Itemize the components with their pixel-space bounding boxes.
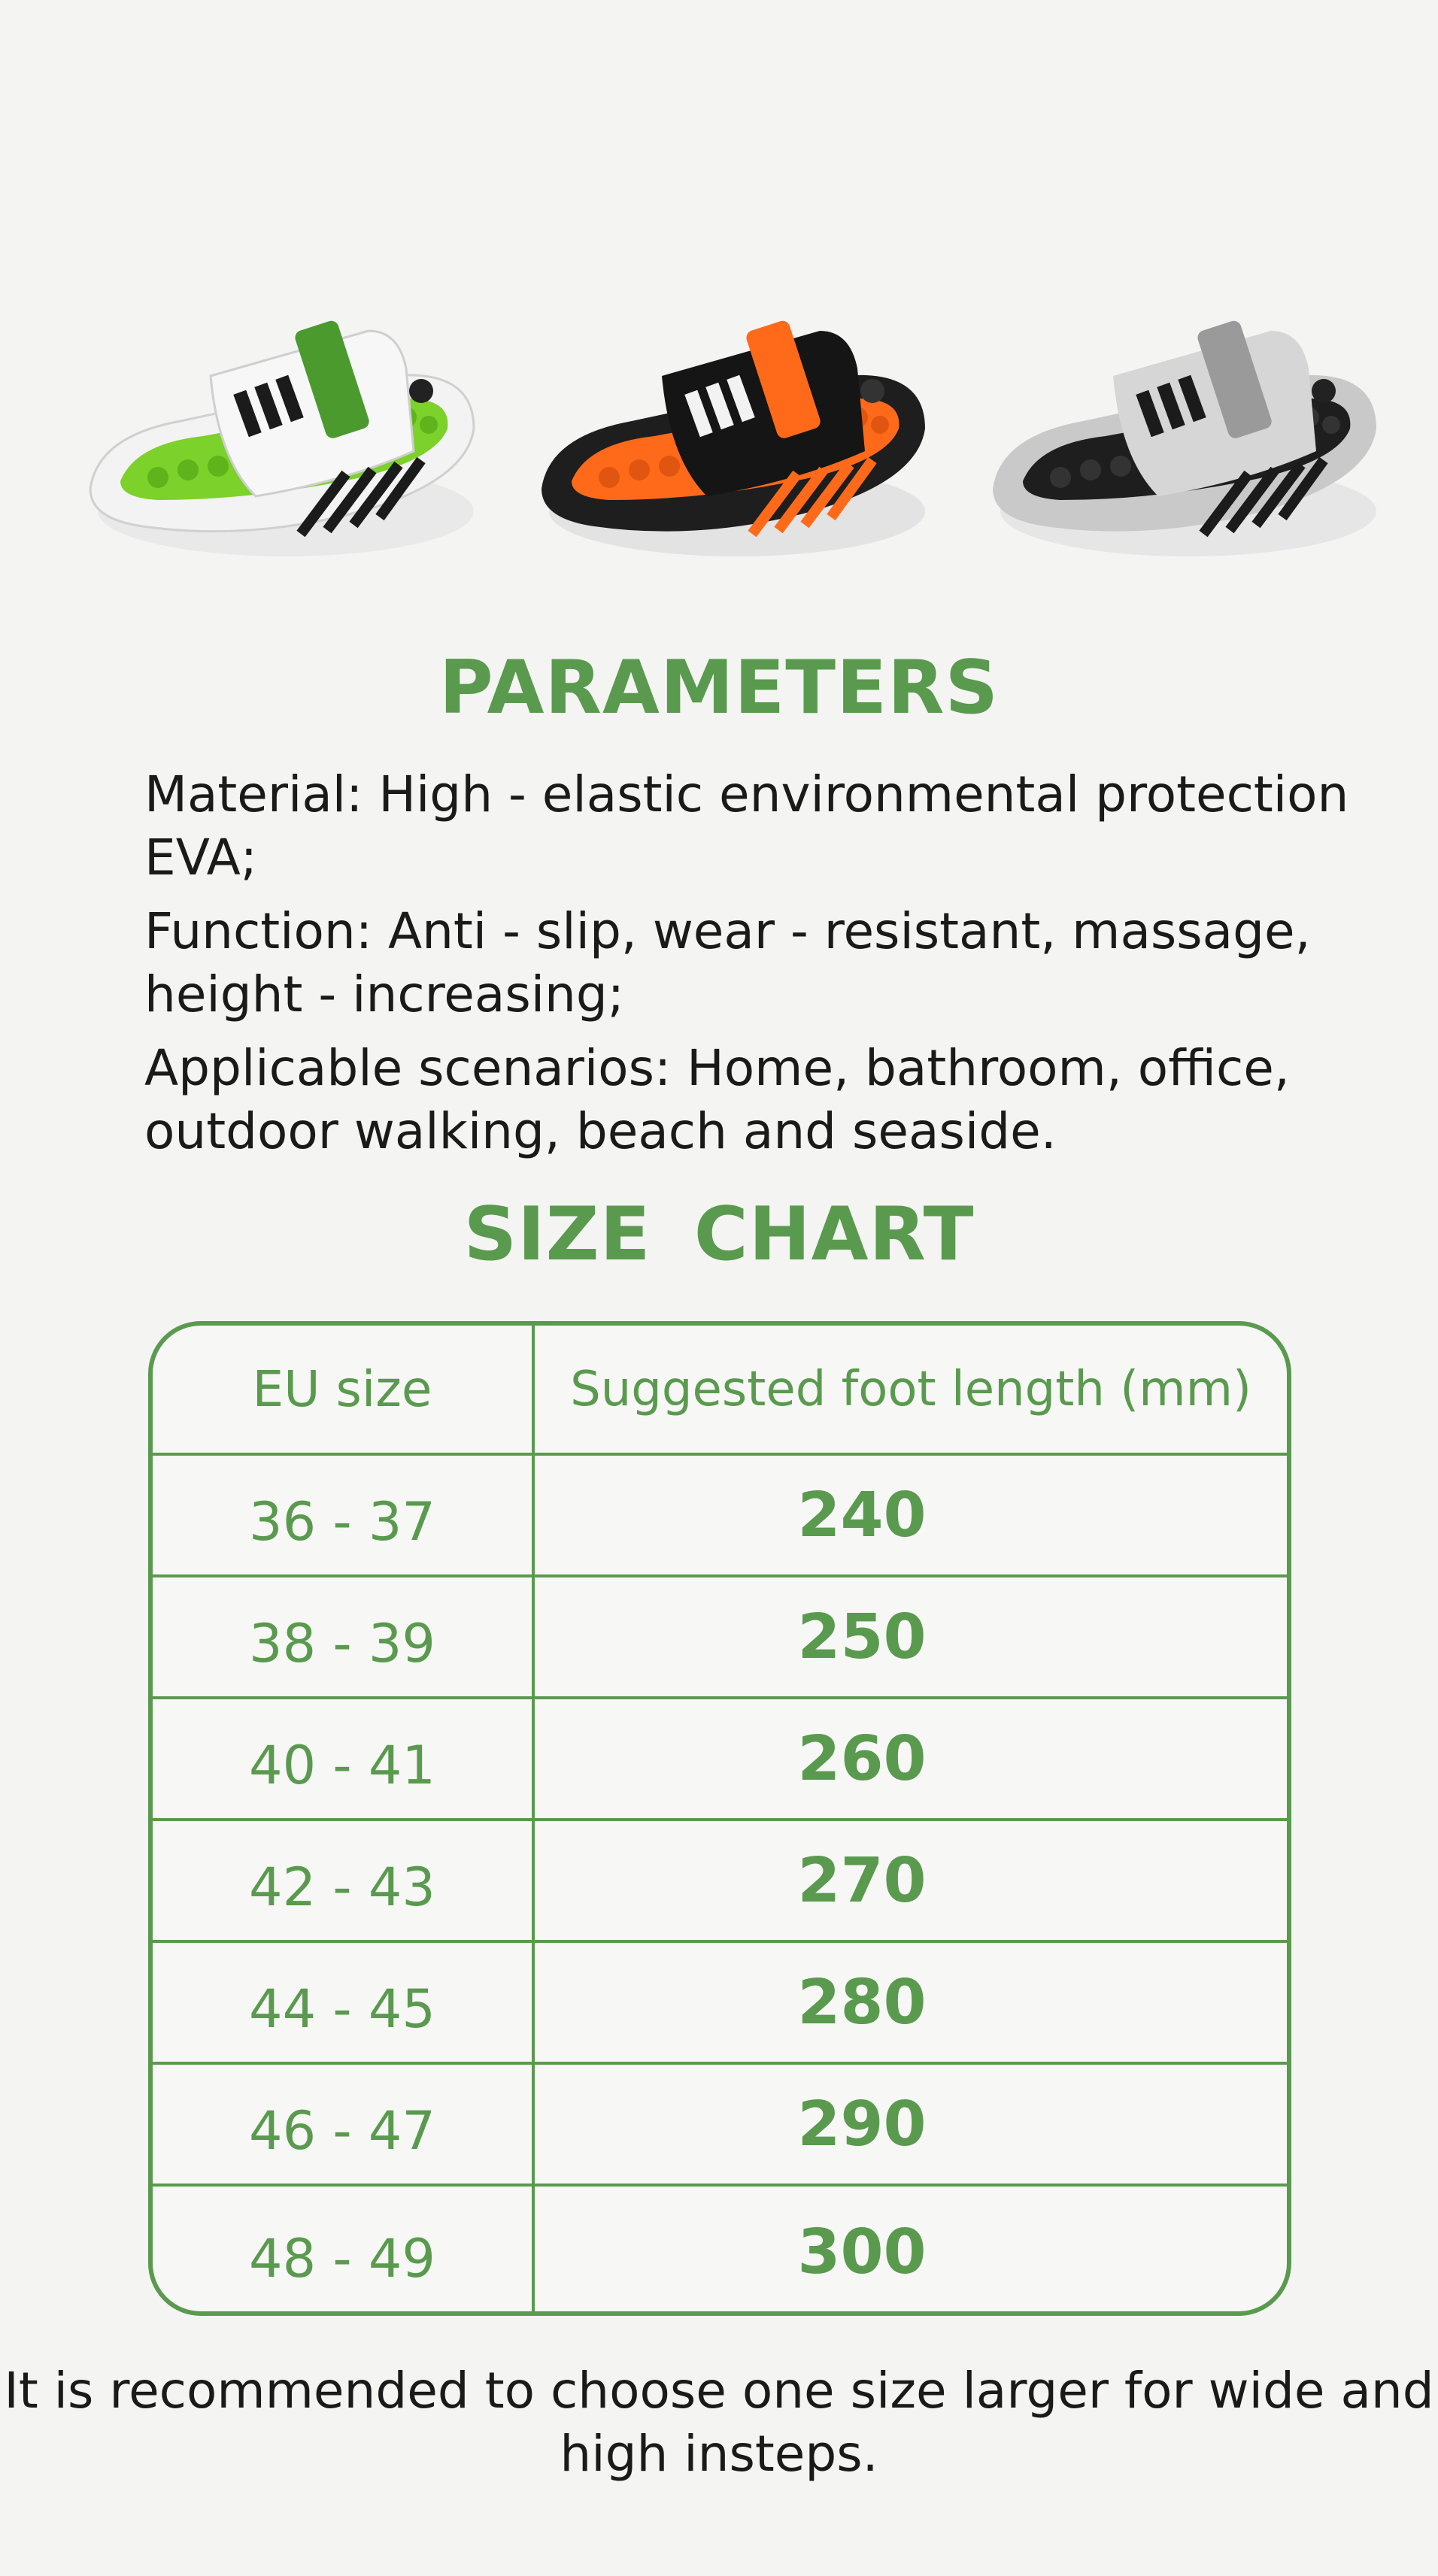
parameters-title: PARAMETERS xyxy=(438,645,1000,731)
parameter-material: Material: High - elastic environmental protection EVA; xyxy=(144,765,1349,886)
eu-size-cell: 36 - 37 xyxy=(153,1456,535,1574)
table-row xyxy=(153,1821,1287,1943)
foot-length-cell: 280 xyxy=(797,1966,927,2038)
table-row xyxy=(153,1456,1287,1577)
foot-length-cell: 250 xyxy=(797,1601,927,1673)
foot-length-cell: 300 xyxy=(797,2216,927,2288)
size-recommendation-note: It is recommended to choose one size larger for wide and high insteps. xyxy=(4,2362,1434,2483)
eu-size-cell: 44 - 45 xyxy=(153,1943,535,2062)
foot-length-cell: 260 xyxy=(797,1723,927,1795)
table-row xyxy=(153,1577,1287,1699)
eu-size-cell: 46 - 47 xyxy=(153,2065,535,2184)
table-row xyxy=(153,2065,1287,2187)
eu-size-cell: 48 - 49 xyxy=(153,2187,535,2316)
size-chart-title: SIZE CHART xyxy=(463,1192,975,1277)
eu-size-cell: 42 - 43 xyxy=(153,1821,535,1940)
foot-length-cell: 240 xyxy=(797,1479,927,1551)
black-orange-slide-image xyxy=(526,286,948,586)
foot-length-cell: 270 xyxy=(797,1844,927,1917)
table-header-row xyxy=(153,1326,1287,1456)
product-images xyxy=(0,286,1438,586)
foot-length-cell: 290 xyxy=(797,2088,927,2160)
eu-size-cell: 40 - 41 xyxy=(153,1699,535,1818)
size-chart-table xyxy=(148,1321,1291,2316)
grey-black-slide-image xyxy=(978,286,1399,586)
table-row xyxy=(153,2187,1287,2316)
parameter-scenarios: Applicable scenarios: Home, bathroom, office, outdoor walking, beach and seaside. xyxy=(144,1039,1290,1160)
white-green-slide-image xyxy=(75,286,496,586)
table-row xyxy=(153,1699,1287,1821)
table-row xyxy=(153,1943,1287,2065)
parameters-list xyxy=(144,763,1393,1174)
header-eu-size: EU size xyxy=(153,1326,535,1453)
header-foot-length: Suggested foot length (mm) xyxy=(570,1361,1251,1417)
parameter-function: Function: Anti - slip, wear - resistant, massage, height - increasing; xyxy=(144,902,1311,1023)
eu-size-cell: 38 - 39 xyxy=(153,1577,535,1696)
